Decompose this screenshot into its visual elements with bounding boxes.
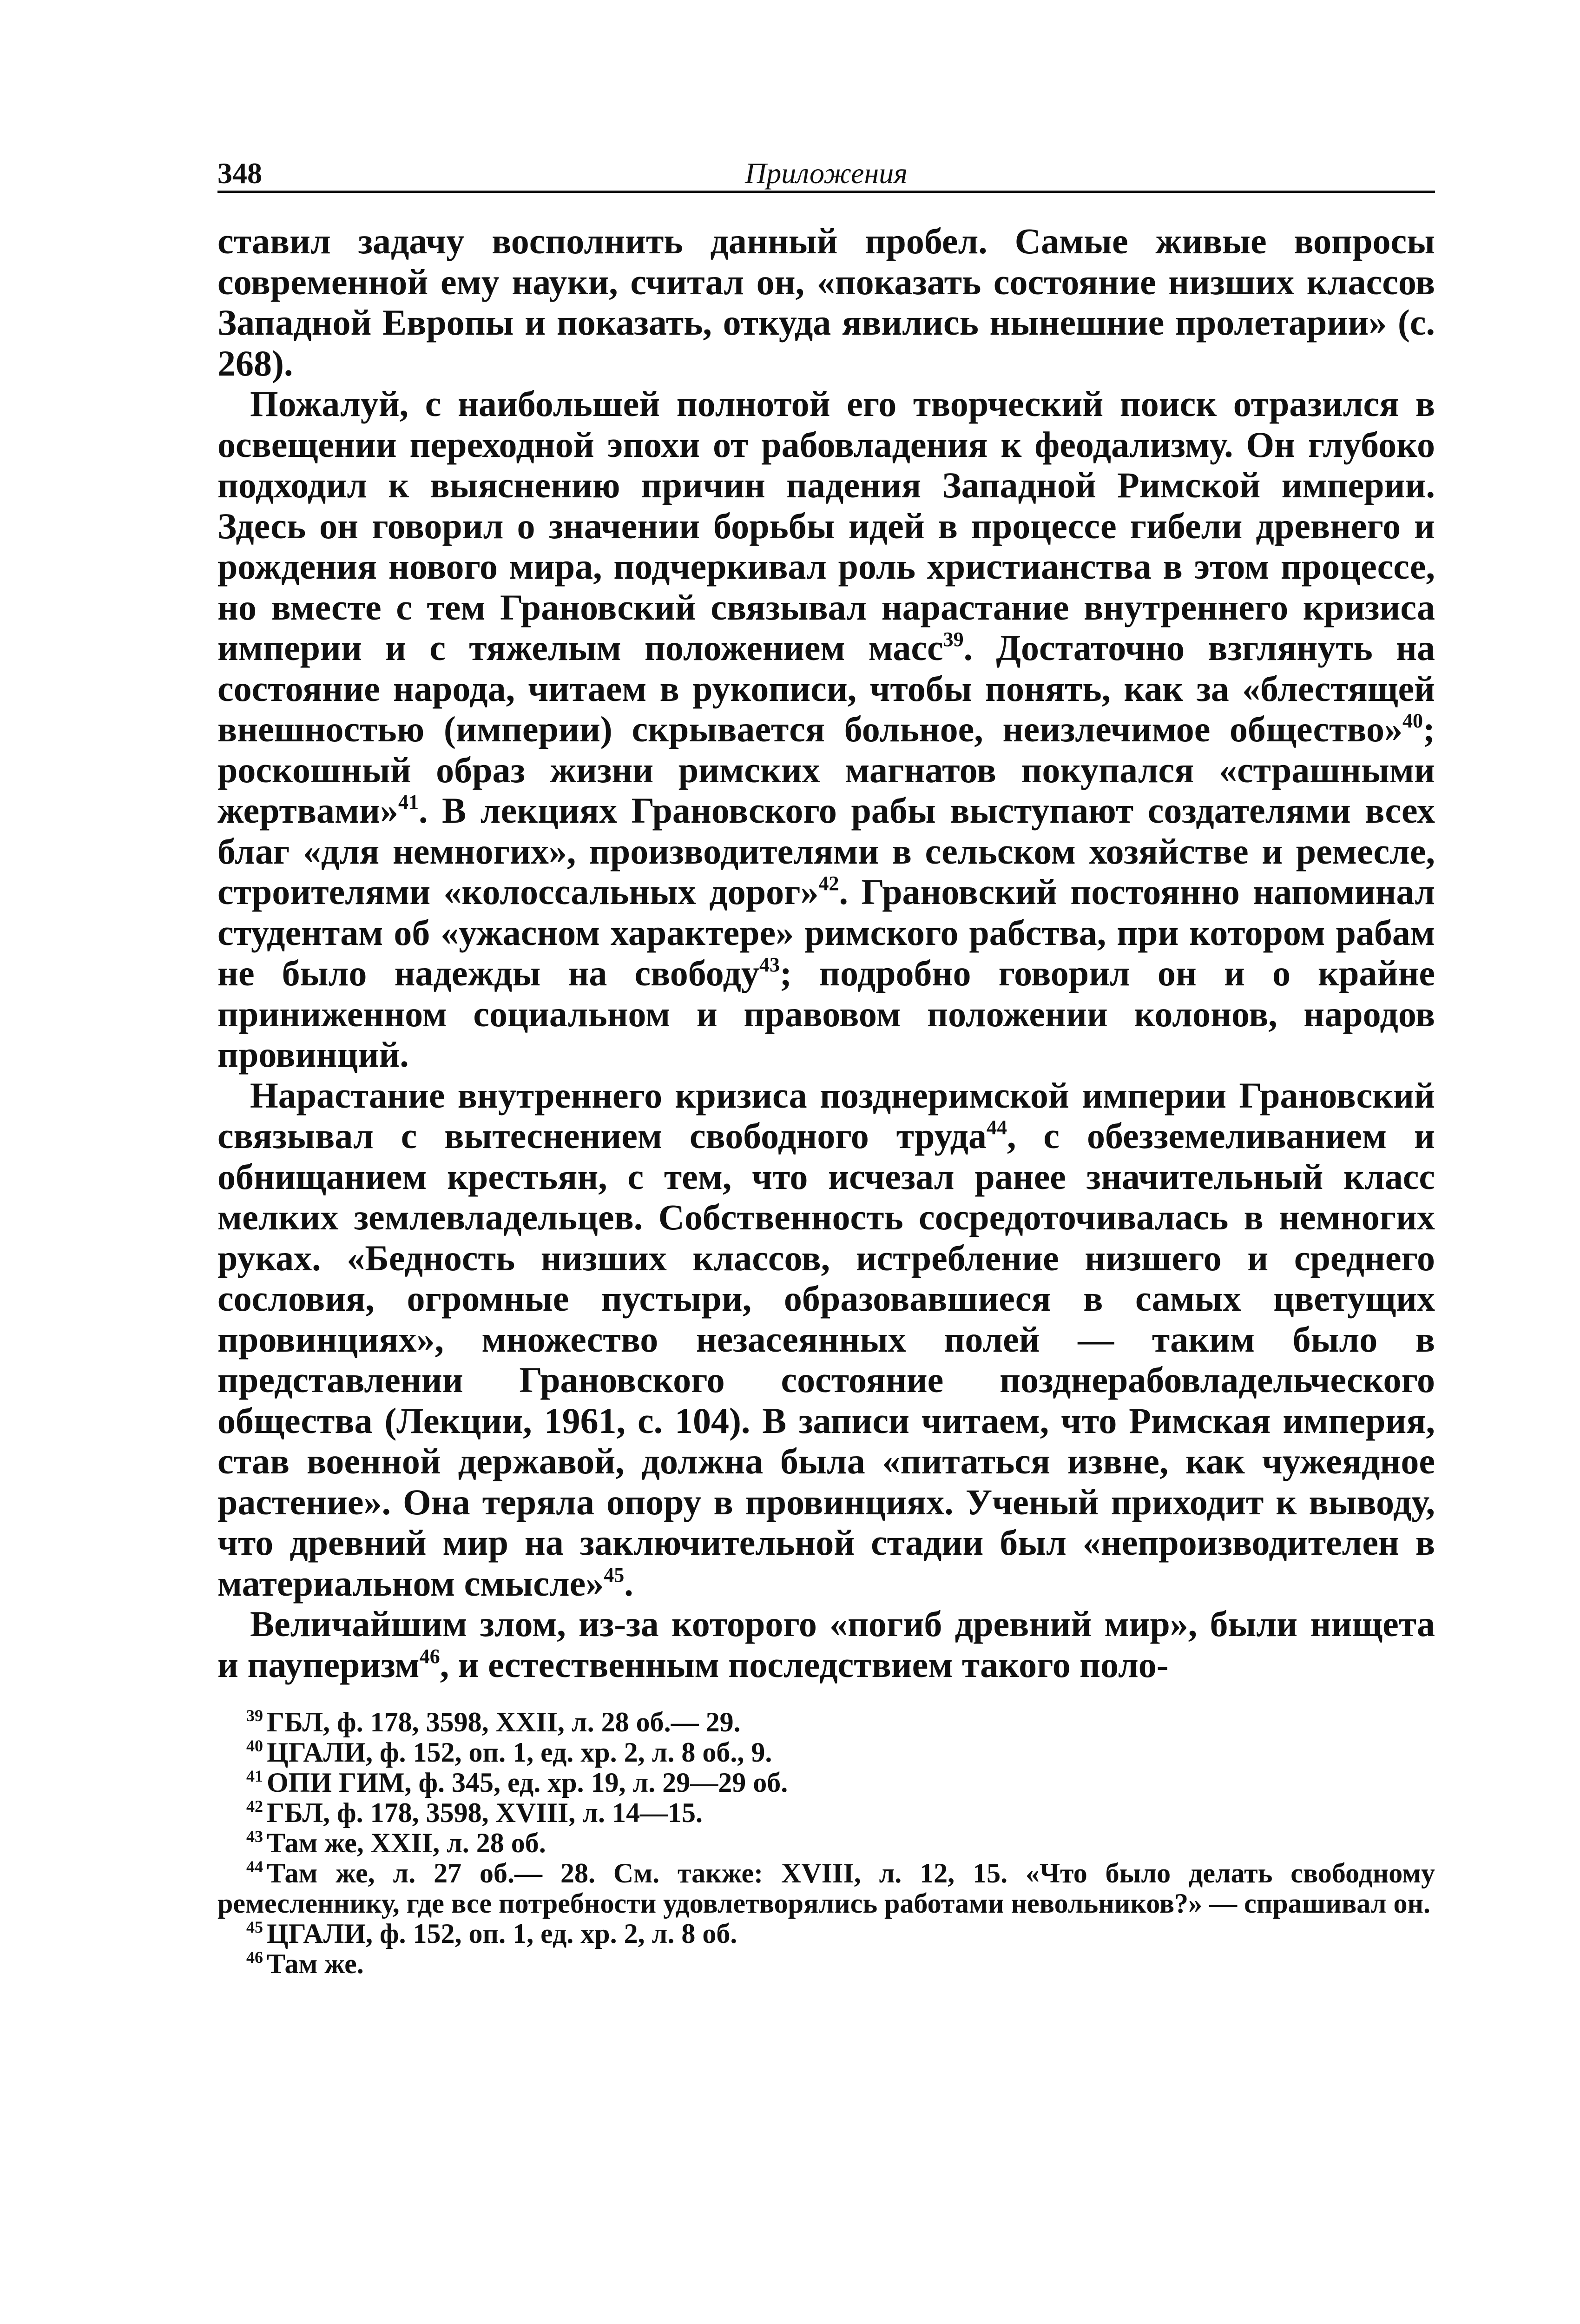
footnote-item bbox=[217, 1858, 1435, 1919]
paragraph-text: . Достаточно взглянуть на состояние народа, читаем в рукописи, чтобы понять, как за «блестящей внешностью (империи) скрывается больное, неизлечимое общество» bbox=[217, 627, 1435, 749]
main-text bbox=[217, 221, 1435, 1685]
footnote-item bbox=[217, 1798, 1435, 1828]
paragraph-text: Нарастание внутреннего кризиса позднеримской империи Грановский связывал с вытеснением свободного труда bbox=[217, 1075, 1435, 1156]
paragraph bbox=[217, 221, 1435, 383]
footnote-item bbox=[217, 1919, 1435, 1949]
footnote-text: ОПИ ГИМ, ф. 345, ед. хр. 19, л. 29—29 об. bbox=[267, 1767, 788, 1798]
footnote-text: Там же, XXII, л. 28 об. bbox=[267, 1828, 546, 1858]
paragraph bbox=[217, 383, 1435, 1075]
footnote-number: 39 bbox=[246, 1706, 263, 1725]
footnote-reference[interactable]: 39 bbox=[943, 628, 964, 651]
book-page bbox=[217, 135, 1435, 1979]
section-title: Приложения bbox=[745, 157, 908, 190]
paragraph-text: ставил задачу восполнить данный пробел. Самые живые вопросы современной ему науки, считал он, «показать состояние низших классов Западной Европы и показать, откуда явились нынешние пролетарии» (с. 268). bbox=[217, 221, 1435, 383]
footnote-number: 46 bbox=[246, 1948, 263, 1967]
paragraph bbox=[217, 1075, 1435, 1604]
running-head bbox=[217, 135, 1435, 193]
footnote-number: 45 bbox=[246, 1918, 263, 1936]
paragraph-text: , с обезземеливанием и обнищанием крестьян, с тем, что исчезал ранее значительный класс мелких землевладельцев. Собственность сосредоточивалась в немногих руках. «Бедность низших классов, истребление низшего и среднего сословия, огромные пустыри, образовавшиеся в самых цветущих провинциях», множество незасеянных полей — таким было в представлении Грановского состояние позднерабовладельческого общества (Лекции, 1961, с. 104). В записи читаем, что Римская империя, став военной державой, должна была «питаться извне, как чужеядное растение». Она теряла опору в провинциях. Ученый приходит к выводу, что древний мир на заключительной стадии был «непроизводителен в материальном смысле» bbox=[217, 1116, 1435, 1604]
paragraph-text: ; подробно говорил он и о крайне приниженном социальном и правовом положении колонов, народов провинций. bbox=[217, 953, 1435, 1075]
paragraph-text: Пожалуй, с наибольшей полнотой его творческий поиск отразился в освещении переходной эпохи от рабовладения к феодализму. Он глубоко подходил к выяснению причин падения Западной Римской империи. Здесь он говорил о значении борьбы идей в процессе гибели древнего и рождения нового мира, подчеркивал роль христианства в этом процессе, но вместе с тем Грановский связывал нарастание внутреннего кризиса империи и с тяжелым положением масс bbox=[217, 383, 1435, 668]
footnote-text: ЦГАЛИ, ф. 152, оп. 1, ед. хр. 2, л. 8 об., 9. bbox=[267, 1737, 772, 1768]
footnote-number: 40 bbox=[246, 1736, 263, 1755]
footnote-reference[interactable]: 43 bbox=[759, 953, 780, 976]
paragraph-text: . В лекциях Грановского рабы выступают создателями всех благ «для немногих», производителями в сельском хозяйстве и ремесле, строителями «колоссальных дорог» bbox=[217, 790, 1435, 912]
footnote-text: ГБЛ, ф. 178, 3598, XVIII, л. 14—15. bbox=[267, 1797, 703, 1828]
paragraph-text: , и естественным последствием такого поло- bbox=[440, 1644, 1169, 1685]
footnote-reference[interactable]: 41 bbox=[398, 791, 419, 813]
footnote-item bbox=[217, 1737, 1435, 1768]
footnote-number: 44 bbox=[246, 1857, 263, 1876]
footnote-reference[interactable]: 44 bbox=[986, 1116, 1007, 1139]
footnote-item bbox=[217, 1828, 1435, 1858]
paragraph-text: . bbox=[624, 1563, 633, 1604]
footnote-number: 41 bbox=[246, 1767, 263, 1785]
footnote-reference[interactable]: 40 bbox=[1402, 709, 1423, 732]
page-number: 348 bbox=[217, 157, 262, 190]
footnote-reference[interactable]: 45 bbox=[604, 1563, 625, 1586]
paragraph-text: . Грановский постоянно напоминал студентам об «ужасном характере» римского рабства, при котором рабам не было надежды на свободу bbox=[217, 872, 1435, 993]
paragraph-text: ; роскошный образ жизни римских магнатов покупался «страшными жертвами» bbox=[217, 709, 1435, 831]
footnote-text: Там же. bbox=[267, 1948, 364, 1979]
footnote-text: ГБЛ, ф. 178, 3598, XXII, л. 28 об.— 29. bbox=[267, 1707, 741, 1737]
footnotes bbox=[217, 1707, 1435, 1979]
paragraph bbox=[217, 1604, 1435, 1685]
footnote-item bbox=[217, 1707, 1435, 1737]
footnote-item bbox=[217, 1949, 1435, 1979]
footnote-reference[interactable]: 42 bbox=[818, 872, 839, 895]
paragraph-text: Величайшим злом, из-за которого «погиб древний мир», были нищета и пауперизм bbox=[217, 1604, 1435, 1685]
footnote-text: Там же, л. 27 об.— 28. См. также: XVIII, л. 12, 15. «Что было делать свободному ремесленнику, где все потребности удовлетворялись работами невольников?» — спрашивал он. bbox=[217, 1858, 1435, 1919]
footnote-number: 43 bbox=[246, 1827, 263, 1846]
footnote-item bbox=[217, 1768, 1435, 1798]
footnote-number: 42 bbox=[246, 1797, 263, 1816]
footnote-reference[interactable]: 46 bbox=[419, 1644, 440, 1668]
footnote-text: ЦГАЛИ, ф. 152, оп. 1, ед. хр. 2, л. 8 об. bbox=[267, 1918, 737, 1949]
